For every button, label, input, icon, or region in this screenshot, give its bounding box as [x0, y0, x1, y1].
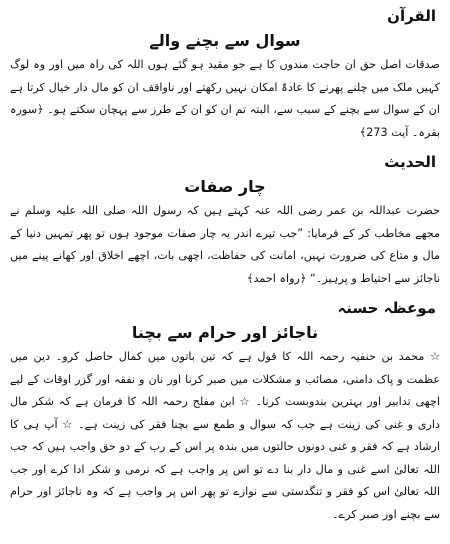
mauiza-heading: موعظہ حسنہ [337, 299, 436, 317]
hadith-title: چار صفات [184, 177, 266, 196]
hadith-body: حضرت عبداللہ بن عمر رضی اللہ عنہ کہتے ہیں کہ رسول اللہ صلی اللہ علیہ وسلم نے مجھے مخاطب کر کے فرمایا: ”جب تیرے اندر یہ چار صفات موجود ہوں تو پھر تمہیں دنیا کے مال و متاع کی ضرورت نہیں، امانت کی حفاظت، اچھی بات، اچھے اخلاق اور کھانے پینے میں ناجائز سے احتیاط و پرہیز۔“ ﴿رواہ احمد﴾ [10, 204, 440, 285]
quran-title: سوال سے بچنے والے [149, 31, 301, 50]
spacer [10, 290, 440, 296]
spacer [10, 144, 440, 150]
mauiza-title: ناجائز اور حرام سے بچنا [131, 323, 319, 342]
hadith-heading: الحدیث [384, 153, 436, 171]
quran-heading: القرآن [387, 7, 436, 25]
mauiza-body: ☆ محمد بن حنفیہ رحمہ اللہ کا قول ہے کہ تین باتوں میں کمال حاصل کرو۔ دین میں عظمت و پاک دامنی، مصائب و مشکلات میں صبر کرنا اور نان و نفقہ اور گزر اوقات کے لیے اچھی تدابیر اور بہترین بندوبست کرنا۔ ☆ ابن مفلح رحمہ اللہ کا فرمان ہے کہ شکر مال داری و غنی کی زینت ہے جب کہ سوال و طمع سے بچنا فقر کی زینت ہے۔ ☆ آپ ہی کا ارشاد ہے کہ فقر و غنی دونوں حالتوں میں بندہ پر اس کے رب کے دو حق واجب ہیں کہ جب اللہ تعالیٰ اسے غنی و مال دار بنا دے تو اس پر واجب ہے کہ نرمی و شکر ادا کرے اور جب اللہ تعالیٰ اس کو فقر و تنگدستی سے نوازے تو پھر اس پر واجب ہے کہ وہ ناجائز اور حرام سے بچنے اور صبر کرے۔ [10, 350, 440, 521]
quran-body: صدقات اصل حق ان حاجت مندوں کا ہے جو مقید ہو گئے ہوں اللہ کی راہ میں اور وہ لوگ کہیں ملک میں چلنے پھرنے کا عادۃً امکان نہیں رکھتے اور ناواقف ان کو مال دار خیال کرتا ہے ان کے سوال سے بچنے کے سبب سے، البتہ تم ان کو ان کے طرز سے پہچان سکتے ہو۔ ﴿سورہ بقرہ۔ آیت 273﴾ [10, 58, 440, 139]
